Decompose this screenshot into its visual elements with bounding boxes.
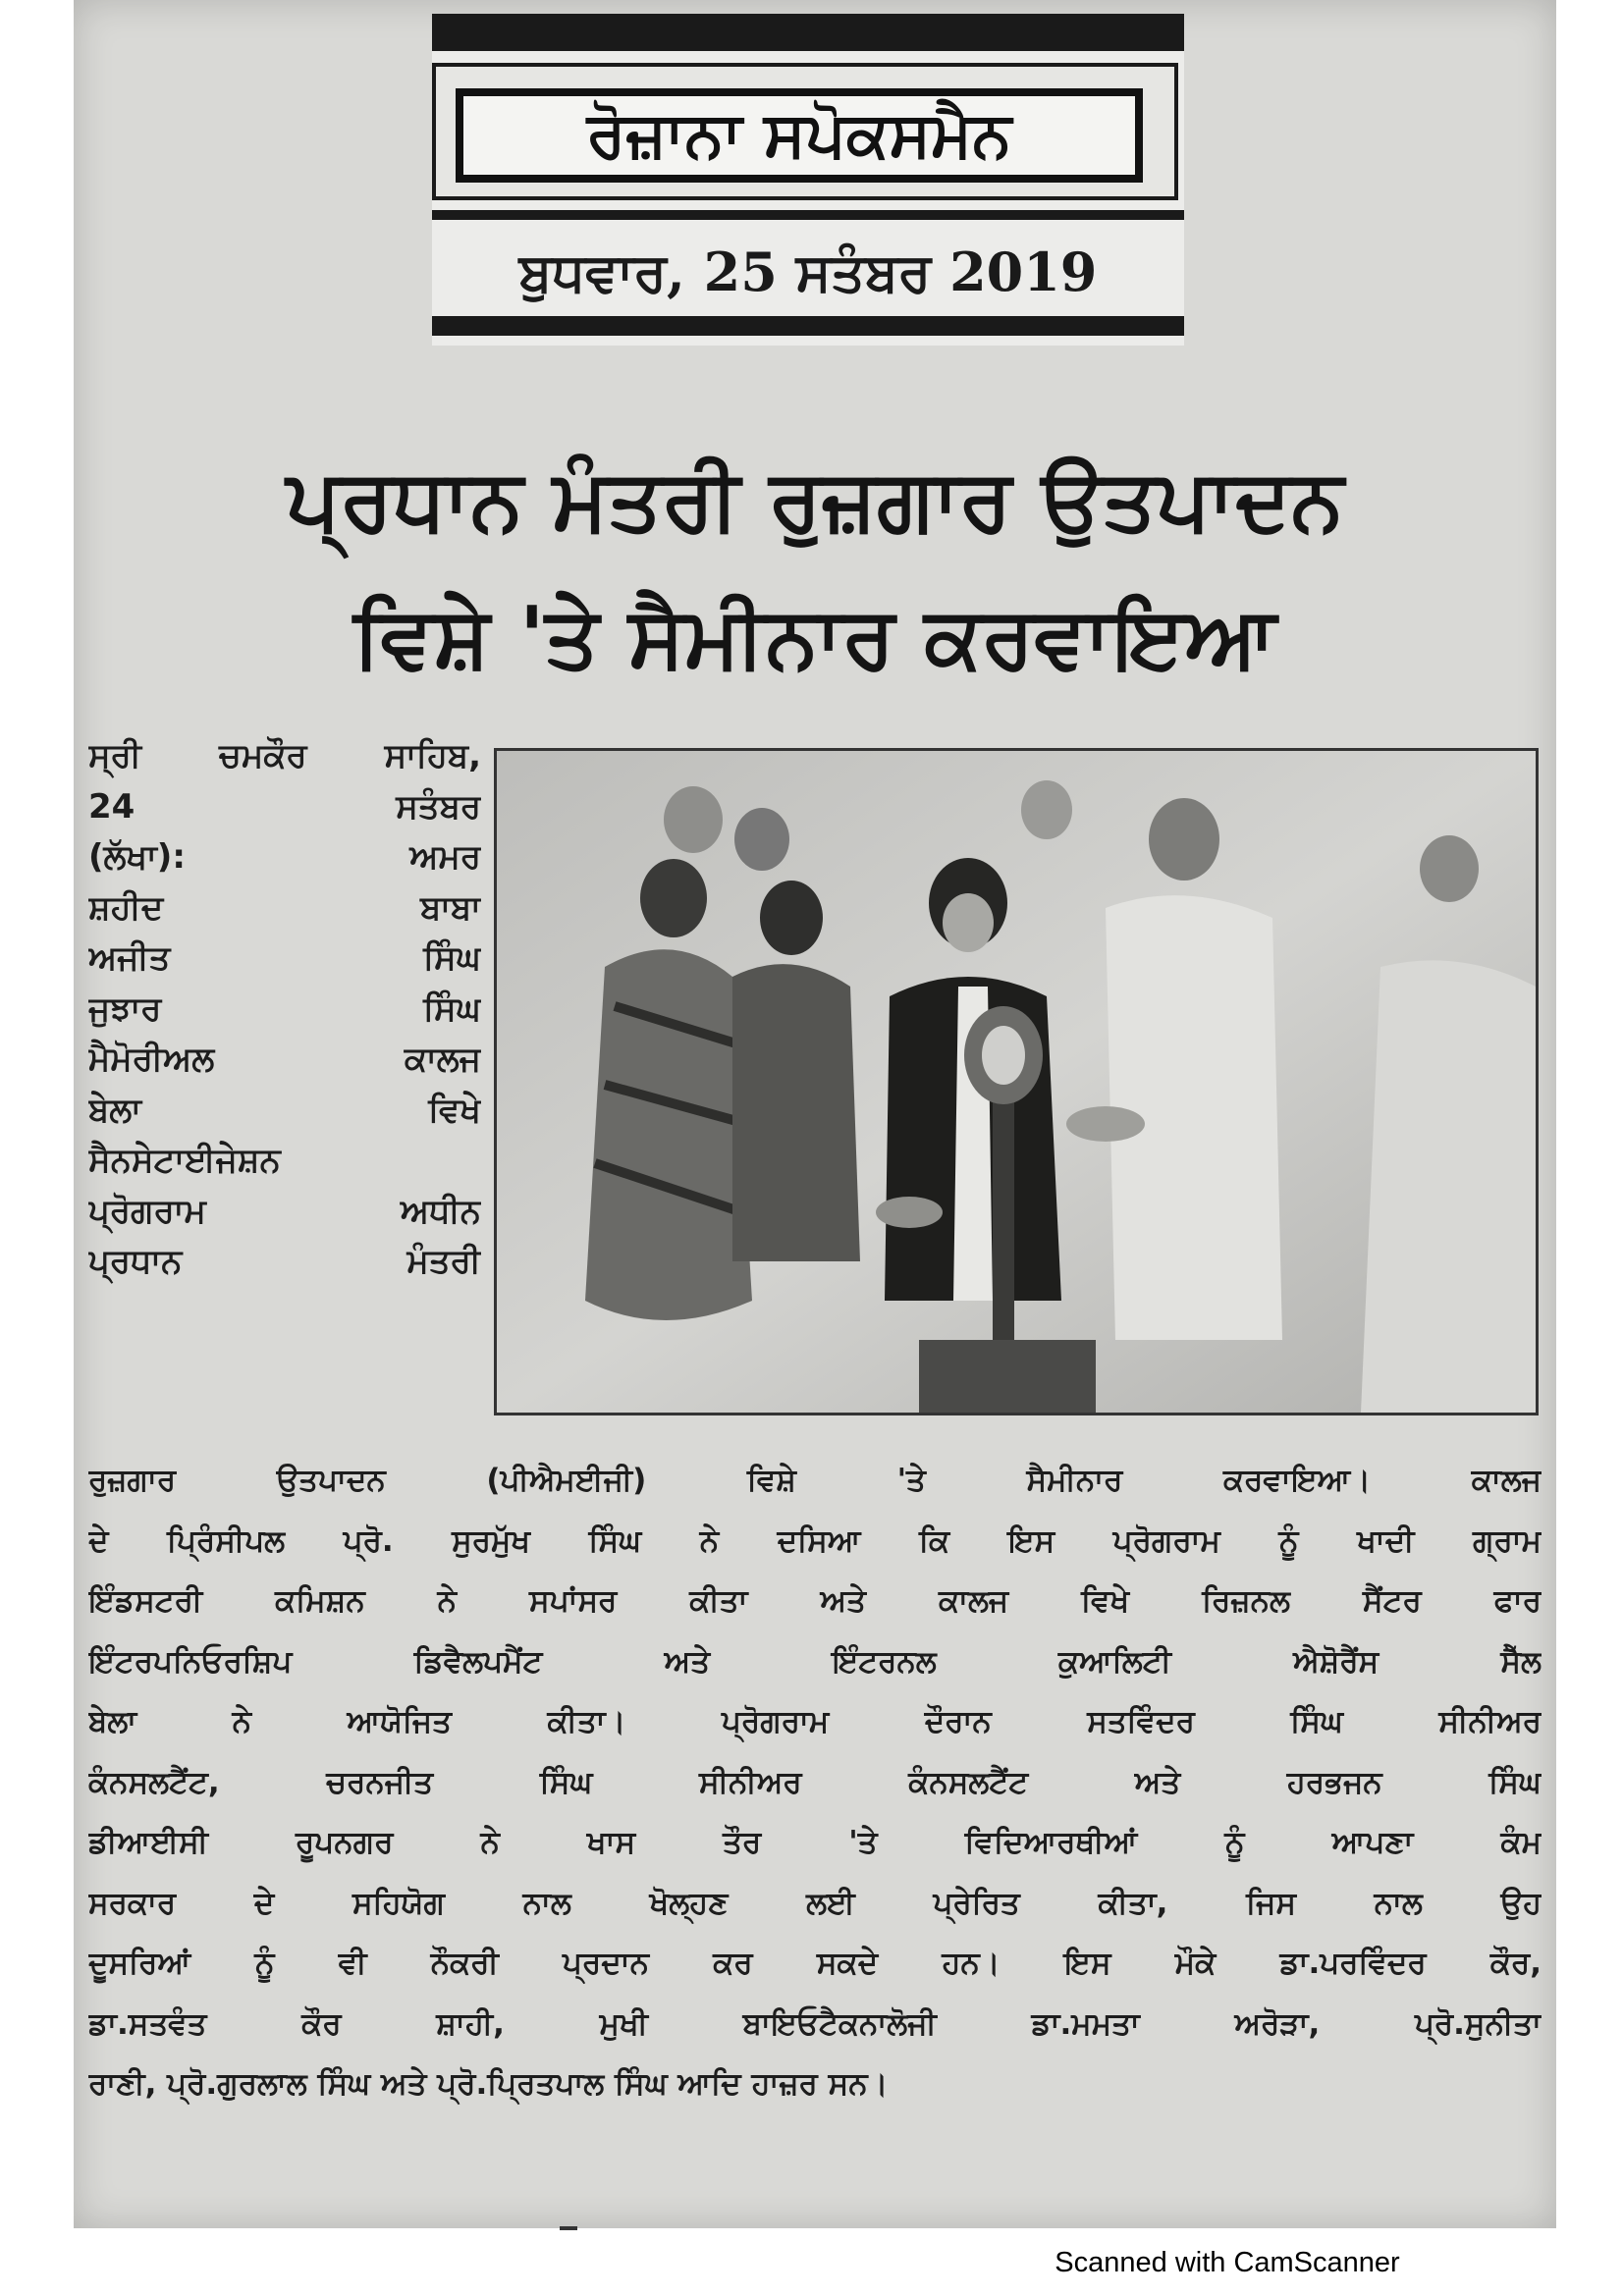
body-line: ਬੇਲਾ ਨੇ ਆਯੋਜਿਤ ਕੀਤਾ। ਪ੍ਰੋਗਰਾਮ ਦੌਰਾਨ ਸਤਵਿੰਦਰ ਸਿੰਘ ਸੀਨੀਅਰ: [88, 1704, 1542, 1739]
lead-line: ਪ੍ਰੋਗਰਾਮ ਅਧੀਨ: [88, 1191, 481, 1231]
masthead-nameplate-frame: [432, 63, 1178, 200]
seminar-photo-illustration: [497, 751, 1536, 1413]
scanner-watermark: Scanned with CamScanner: [1055, 2247, 1400, 2278]
article-body: [88, 1451, 1542, 2177]
lead-line: ਅਜੀਤ ਸਿੰਘ: [88, 938, 481, 978]
body-line: ਡੀਆਈਸੀ ਰੂਪਨਗਰ ਨੇ ਖਾਸ ਤੌਰ 'ਤੇ ਵਿਦਿਆਰਥੀਆਂ ਨੂੰ ਆਪਣਾ ਕੰਮ: [88, 1825, 1542, 1860]
masthead-top-rule: [432, 14, 1184, 51]
seminar-photo: [494, 748, 1539, 1415]
publication-date: ਬੁਧਵਾਰ, 25 ਸਤੰਬਰ 2019: [518, 240, 1098, 303]
body-line: ਦੇ ਪ੍ਰਿੰਸੀਪਲ ਪ੍ਰੋ. ਸੁਰਮੁੱਖ ਸਿੰਘ ਨੇ ਦਸਿਆ ਕਿ ਇਸ ਪ੍ਰੋਗਰਾਮ ਨੂੰ ਖਾਦੀ ਗ੍ਰਾਮ: [88, 1522, 1542, 1559]
lead-line: ਮੈਮੋਰੀਅਲ ਕਾਲਜ: [88, 1040, 481, 1079]
body-line: ਸਰਕਾਰ ਦੇ ਸਹਿਯੋਗ ਨਾਲ ਖੋਲ੍ਹਣ ਲਈ ਪ੍ਰੇਰਿਤ ਕੀਤਾ, ਜਿਸ ਨਾਲ ਉਹ: [88, 1885, 1542, 1921]
body-line: ਦੂਸਰਿਆਂ ਨੂੰ ਵੀ ਨੌਕਰੀ ਪ੍ਰਦਾਨ ਕਰ ਸਕਦੇ ਹਨ। ਇਸ ਮੌਕੇ ਡਾ.ਪਰਵਿੰਦਰ ਕੌਰ,: [88, 1946, 1542, 1981]
lead-line: ਸ਼ਹੀਦ ਬਾਬਾ: [88, 887, 481, 928]
masthead-middle-rule: [432, 210, 1184, 220]
lead-line: ਪ੍ਰਧਾਨ ਮੰਤਰੀ: [88, 1242, 481, 1281]
body-line: ਇੰਡਸਟਰੀ ਕਮਿਸ਼ਨ ਨੇ ਸਪਾਂਸਰ ਕੀਤਾ ਅਤੇ ਕਾਲਜ ਵਿਖੇ ਰਿਜ਼ਨਲ ਸੈਂਟਰ ਫਾਰ: [88, 1583, 1542, 1619]
lead-line: ਸੈਨਸੇਟਾਈਜੇਸ਼ਨ: [88, 1141, 281, 1180]
article-lead-column: [88, 731, 481, 1438]
article-headline: [118, 432, 1512, 717]
body-line: ਇੰਟਰਪਨਿਓਰਸ਼ਿਪ ਡਿਵੈਲਪਮੈਂਟ ਅਤੇ ਇੰਟਰਨਲ ਕੁਆਲਿਟੀ ਐਸ਼ੋਰੈਂਸ ਸੈੱਲ: [88, 1643, 1542, 1680]
headline-line-1: ਪ੍ਰਧਾਨ ਮੰਤਰੀ ਰੁਜ਼ਗਾਰ ਉਤਪਾਦਨ: [286, 452, 1344, 550]
lead-line: (ਲੱਖਾ): ਅਮਰ: [88, 837, 481, 877]
lead-line: ਸ੍ਰੀ ਚਮਕੌਰ ਸਾਹਿਬ,: [88, 736, 481, 775]
body-line: ਡਾ.ਸਤਵੰਤ ਕੌਰ ਸ਼ਾਹੀ, ਮੁਖੀ ਬਾਇਓਟੈਕਨਾਲੋਜੀ ਡਾ.ਮਮਤਾ ਅਰੋੜਾ, ਪ੍ਰੋ.ਸੁਨੀਤਾ: [88, 2005, 1542, 2042]
body-line: ਕੰਨਸਲਟੈਂਟ, ਚਰਨਜੀਤ ਸਿੰਘ ਸੀਨੀਅਰ ਕੰਨਸਲਟੈਂਟ ਅਤੇ ਹਰਭਜਨ ਸਿੰਘ: [88, 1764, 1542, 1800]
headline-line-2: ਵਿਸ਼ੇ 'ਤੇ ਸੈਮੀਨਾਰ ਕਰਵਾਇਆ: [352, 589, 1277, 687]
newspaper-masthead: [432, 14, 1184, 346]
body-line: ਰਾਣੀ, ਪ੍ਰੋ.ਗੁਰਲਾਲ ਸਿੰਘ ਅਤੇ ਪ੍ਰੋ.ਪ੍ਰਿਤਪਾਲ ਸਿੰਘ ਆਦਿ ਹਾਜ਼ਰ ਸਨ।: [88, 2066, 889, 2102]
clipping-bottom-mark: [560, 2226, 577, 2230]
newspaper-name: ਰੋਜ਼ਾਨਾ ਸਪੋਕਸਮੈਨ: [456, 88, 1143, 183]
lead-line: ਬੇਲਾ ਵਿਖੇ: [88, 1090, 481, 1130]
masthead-bottom-rule: [432, 316, 1184, 336]
body-line: ਰੁਜ਼ਗਾਰ ਉਤਪਾਦਨ (ਪੀਐਮਈਜੀ) ਵਿਸ਼ੇ 'ਤੇ ਸੈਮੀਨਾਰ ਕਰਵਾਇਆ। ਕਾਲਜ: [88, 1463, 1542, 1498]
lead-line: ਜੁਝਾਰ ਸਿੰਘ: [88, 988, 481, 1029]
lead-line: 24 ਸਤੰਬਰ: [88, 786, 481, 827]
